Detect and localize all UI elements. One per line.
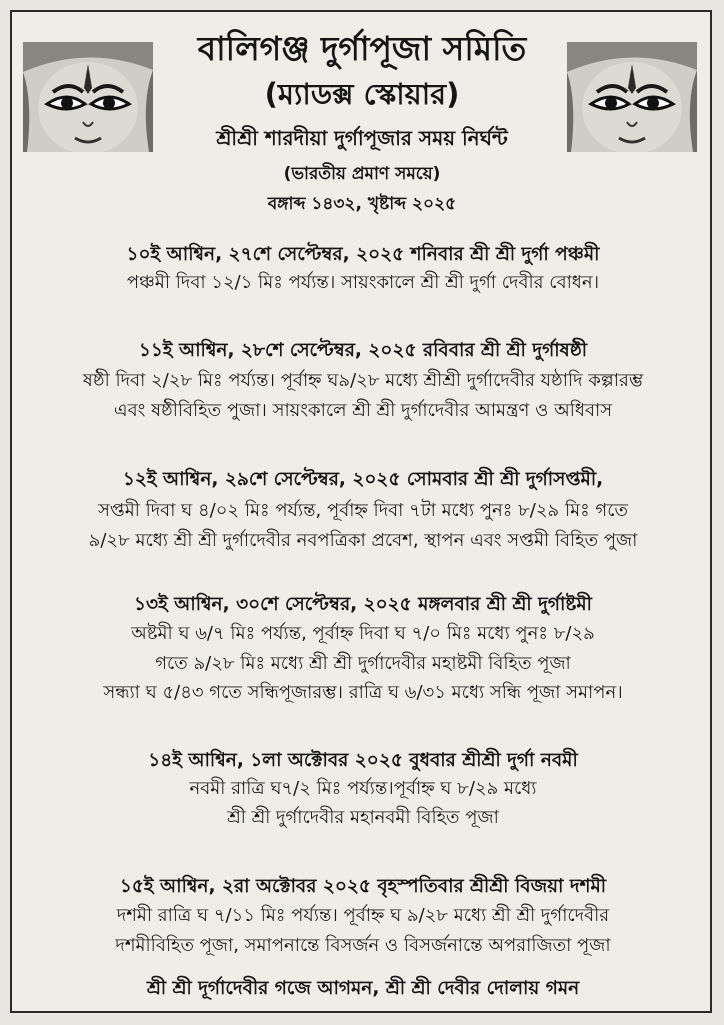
schedule-line: শ্রী শ্রী দুর্গাদেবীর মহানবমী বিহিত পূজা <box>227 807 499 828</box>
durga-face-image-left <box>23 42 153 152</box>
time-zone-note: (ভারতীয় প্রমাণ সময়ে) <box>283 164 441 184</box>
schedule-line: অষ্টমী ঘ ৬/৭ মিঃ পর্য্যন্ত, পূর্বাহ্ন দিবা ঘ ৭/০ মিঃ মধ্যে পুনঃ ৮/২৯ <box>131 623 595 644</box>
schedule-line: নবমী রাত্রি ঘ৭/২ মিঃ পর্য্যন্ত।পূর্বাহ্ন ঘ ৮/২৯ মধ্যে <box>189 778 537 799</box>
schedule-line: ষষ্ঠী দিবা ২/২৮ মিঃ পর্য্যন্ত। পূর্বাহ্ন ঘ৯/২৮ মধ্যে শ্রীশ্রী দুর্গাদেবীর যষ্ঠাদি কল্পারম্ভ <box>82 370 644 391</box>
schedule-line: দশমী রাত্রি ঘ ৭/১১ মিঃ পর্য্যন্ত। পূর্বাহ্ন ঘ ৯/২৮ মধ্যে শ্রী শ্রী দুর্গাদেবীর <box>116 905 610 926</box>
day-heading-navami: ১৪ই আশ্বিন, ১লা অক্টোবর ২০২৫ বুধবার শ্রীশ্রী দুর্গা নবমী <box>148 750 578 771</box>
schedule-notice <box>10 10 712 1013</box>
day-heading-panchami: ১০ই আশ্বিন, ২৭শে সেপ্টেম্বর, ২০২৫ শনিবার শ্রী শ্রী দুর্গা পঞ্চমী <box>126 244 600 265</box>
day-heading-shashthi: ১১ই আশ্বিন, ২৮শে সেপ্টেম্বর, ২০২৫ রবিবার শ্রী শ্রী দুর্গাষষ্ঠী <box>138 340 588 361</box>
schedule-heading: শ্রীশ্রী শারদীয়া দুর্গাপূজার সময় নির্ঘন্ট <box>216 126 508 150</box>
day-heading-saptami: ১২ই আশ্বিন, ২৯শে সেপ্টেম্বর, ২০২৫ সোমবার শ্রী শ্রী দুর্গাসপ্তমী, <box>122 469 604 490</box>
schedule-line: সপ্তমী দিবা ঘ ৪/০২ মিঃ পর্য্যন্ত, পূর্বাহ্ন দিবা ৭টা মধ্যে পুনঃ ৮/২৯ মিঃ গতে <box>98 500 628 521</box>
durga-face-image-right <box>567 42 697 152</box>
schedule-line: পঞ্চমী দিবা ১২/১ মিঃ পর্য্যন্ত। সায়ংকালে শ্রী শ্রী দুর্গা দেবীর বোধন। <box>126 272 600 293</box>
venue-subtitle: (ম্যাডক্স স্কোয়ার) <box>264 77 460 111</box>
schedule-line: এবং ষষ্ঠীবিহিত পুজা। সায়ংকালে শ্রী শ্রী দুর্গাদেবীর আমন্ত্রণ ও অধিবাস <box>113 400 613 421</box>
schedule-line: ৯/২৮ মধ্যে শ্রী শ্রী দুর্গাদেবীর নবপত্রিকা প্রবেশ, স্থাপন এবং সপ্তমী বিহিত পুজা <box>88 530 638 551</box>
day-heading-dashami: ১৫ই আশ্বিন, ২রা অক্টোবর ২০২৫ বৃহস্পতিবার শ্রীশ্রী বিজয়া দশমী <box>119 876 607 897</box>
arrival-departure-note: শ্রী শ্রী দূর্গাদেবীর গজে আগমন, শ্রী শ্রী দেবীর দোলায় গমন <box>146 978 580 999</box>
schedule-line: গতে ৯/২৮ মিঃ মধ্যে শ্রী শ্রী দুর্গাদেবীর মহাষ্টমী বিহিত পূজা <box>155 653 571 674</box>
day-heading-ashtami: ১৩ই আশ্বিন, ৩০শে সেপ্টেম্বর, ২০২৫ মঙ্গলবার শ্রী শ্রী দুর্গাষ্টমী <box>134 594 592 615</box>
schedule-line: সন্ধ্যা ঘ ৫/৪৩ গতে সন্ধিপূজারম্ভ। রাত্রি ঘ ৬/৩১ মধ্যে সন্ধি পূজা সমাপন। <box>103 682 623 703</box>
committee-title: বালিগঞ্জ দুর্গাপূজা সমিতি <box>197 29 527 68</box>
year-line: বঙ্গাব্দ ১৪৩২, খৃষ্টাব্দ ২০২৫ <box>267 194 457 214</box>
schedule-line: দশমীবিহিত পূজা, সমাপনান্তে বিসর্জন ও বিসর্জনান্তে অপরাজিতা পূজা <box>115 935 611 956</box>
